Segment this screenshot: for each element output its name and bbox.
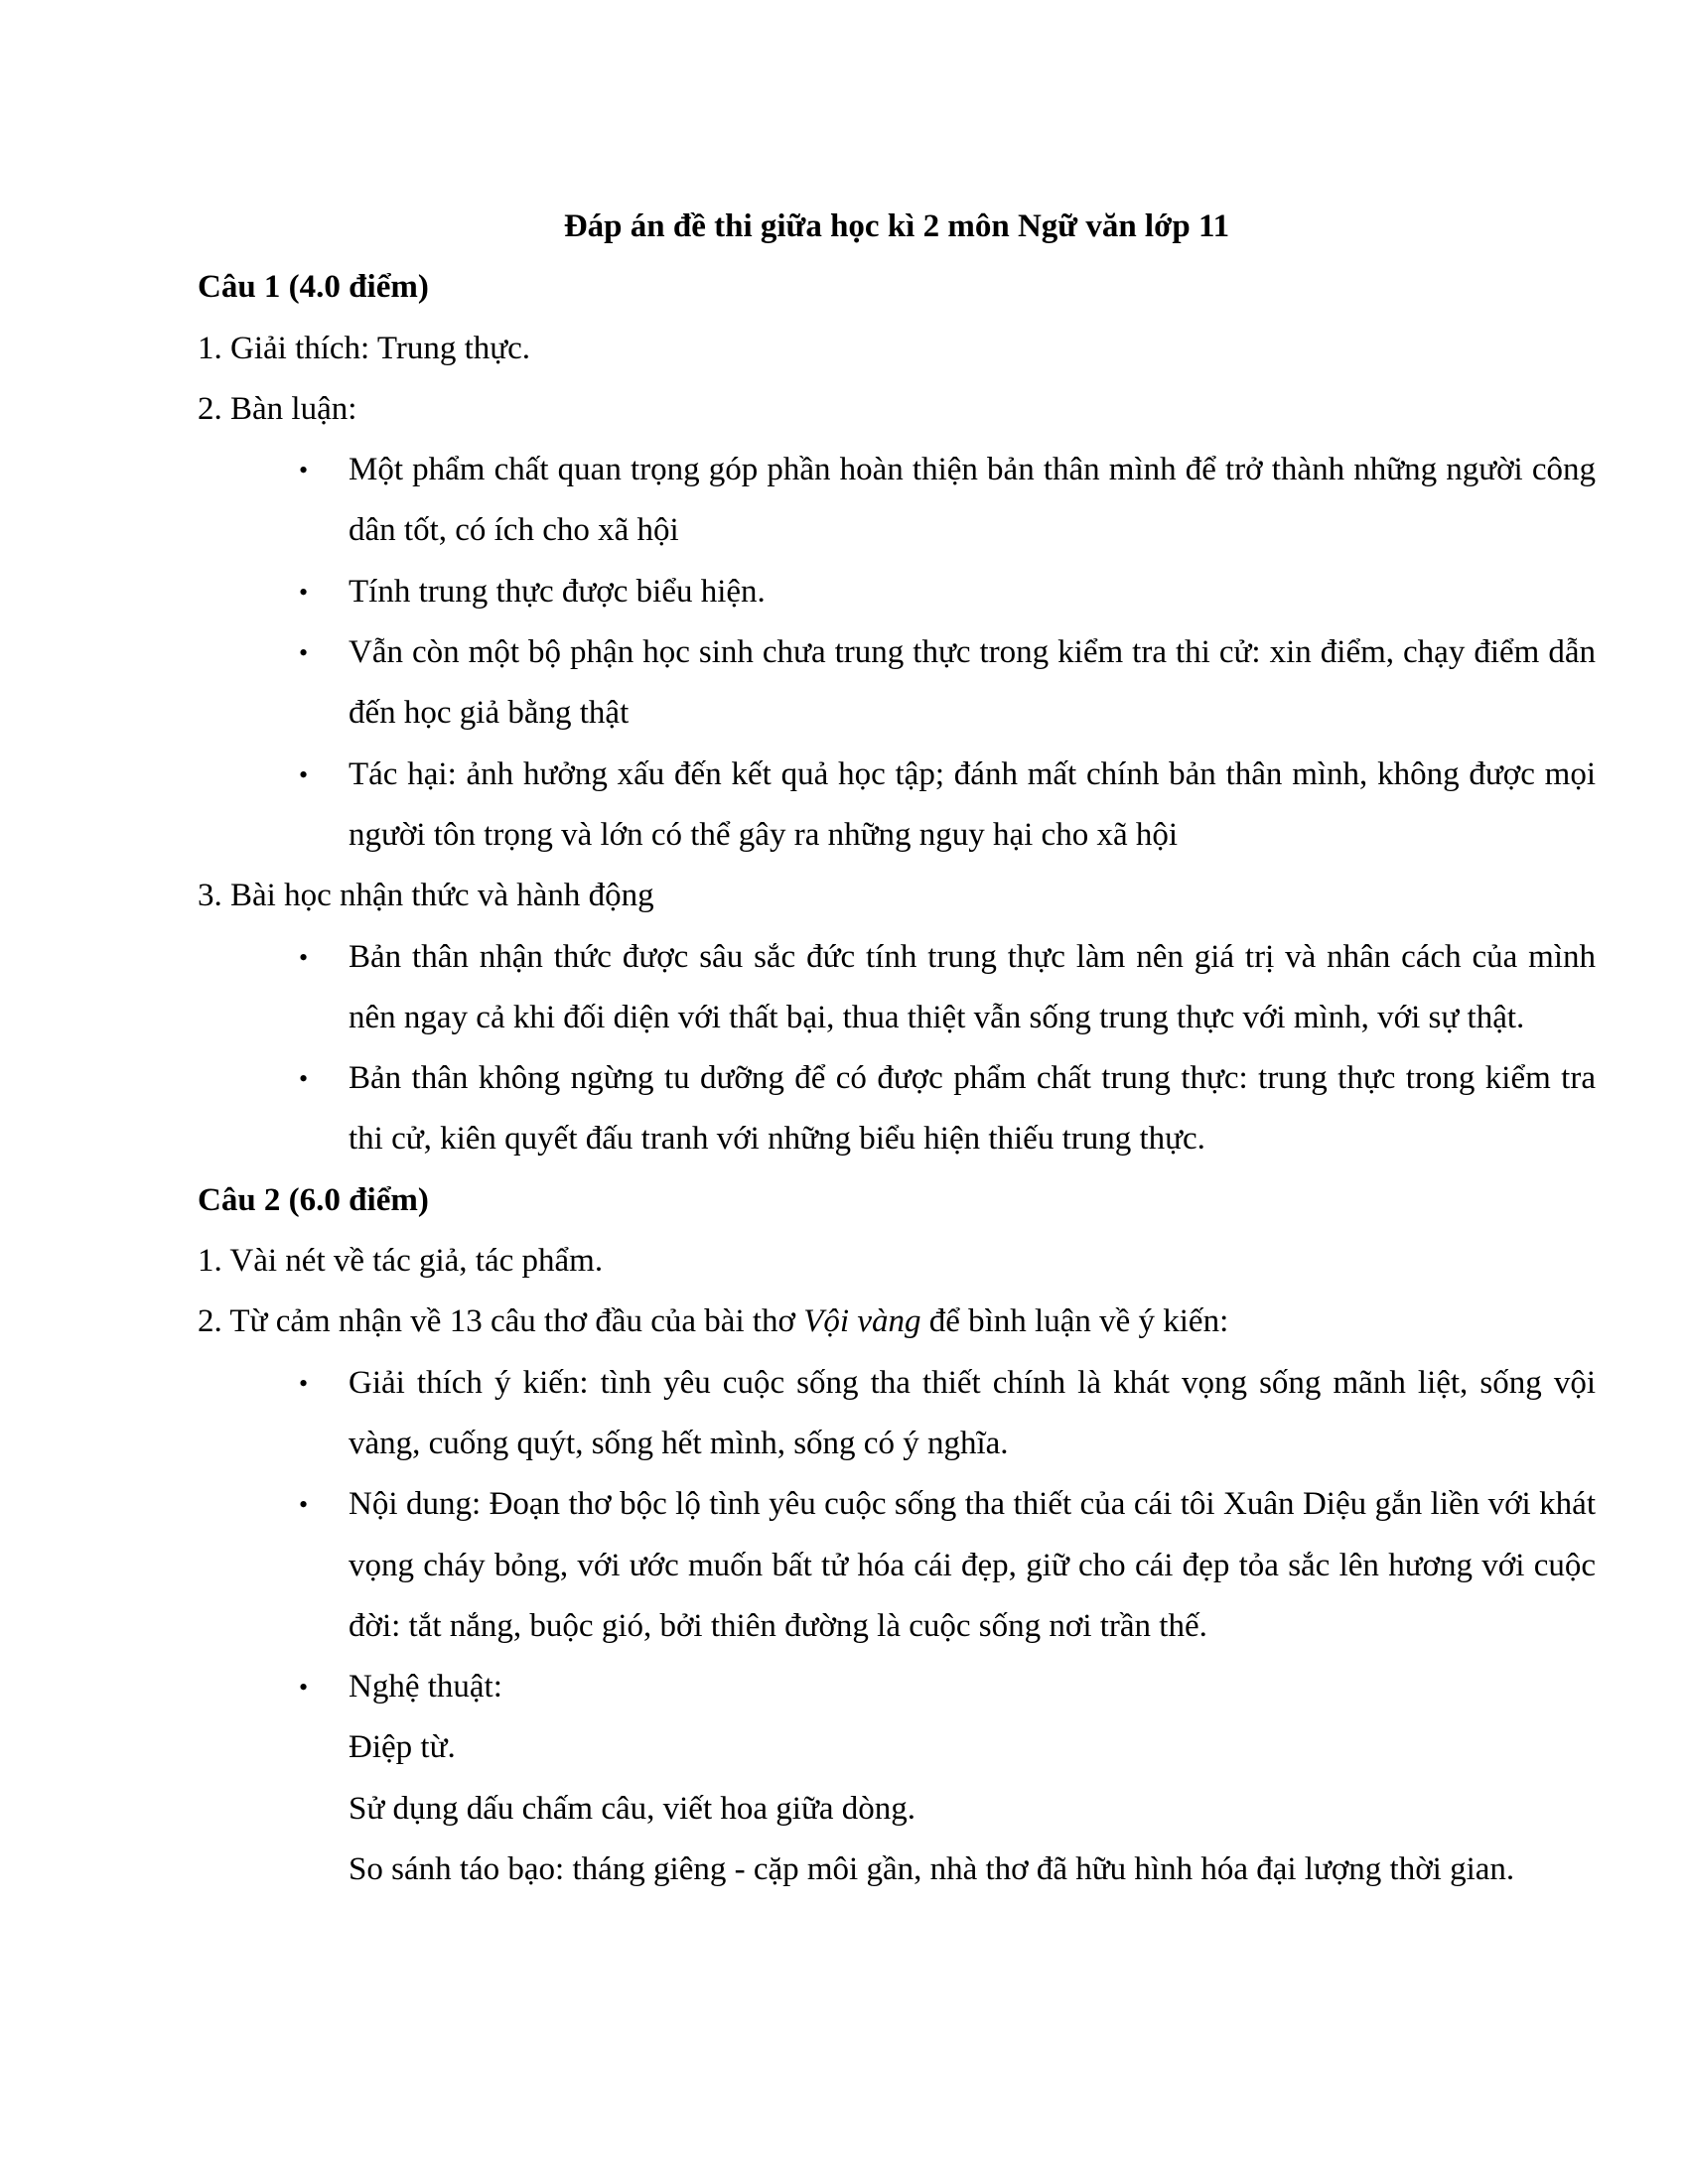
list-item [198,622,1596,745]
list-item-text: Giải thích ý kiến: tình yêu cuộc sống tha thiết chính là khát vọng sống mãnh liệt, sống vội vàng, cuống quýt, sống hết mình, sống có ý nghĩa. [349,1364,1596,1461]
list-item-text: Tính trung thực được biểu hiện. [349,573,766,610]
q1-item-2-bullet-list [198,440,1596,866]
q2-item-1: 1. Vài nét về tác giả, tác phẩm. [198,1243,604,1280]
list-item [198,745,1596,867]
q1-item-3: 3. Bài học nhận thức và hành động [198,878,654,914]
list-item [198,440,1596,562]
list-item-text: Bản thân không ngừng tu dưỡng để có được phẩm chất trung thực: trung thực trong kiểm tra thi cử, kiên quyết đấu tranh với những biểu hiện thiếu trung thực. [349,1060,1596,1158]
document-title: Đáp án đề thi giữa học kì 2 môn Ngữ văn lớp 11 [563,208,1230,244]
question-2-heading: Câu 2 (6.0 điểm) [198,1181,429,1218]
list-item-text: Nội dung: Đoạn thơ bộc lộ tình yêu cuộc sống tha thiết của cái tôi Xuân Diệu gắn liền với khát vọng cháy bỏng, với ước muốn bất tử hóa cái đẹp, giữ cho cái đẹp tỏa sắc lên hương với cuộc đời: tắt nắng, buộc gió, bởi thiên đường là cuộc sống nơi trần thế. [349,1486,1596,1644]
list-item [198,562,1596,622]
answer-document [198,197,1596,1900]
q1-item-3-bullet-list [198,927,1596,1170]
bullet-icon: • [299,456,309,485]
bullet-icon: • [299,1064,309,1094]
q2-bullet-list [198,1353,1596,1718]
list-item-text: Bản thân nhận thức được sâu sắc đức tính trung thực làm nên giá trị và nhân cách của mình nên ngay cả khi đối diện với thất bại, thua thiệt vẫn sống trung thực với mình, với sự thật. [349,938,1596,1035]
poem-title: Vội vàng [803,1303,921,1340]
list-item-text: Nghệ thuật: [349,1669,502,1706]
list-item-text: Một phẩm chất quan trọng góp phần hoàn thiện bản thân mình để trở thành những người công dân tốt, có ích cho xã hội [349,452,1596,549]
list-item [198,927,1596,1049]
list-item [198,1353,1596,1475]
bullet-icon: • [299,577,309,607]
bullet-icon: • [299,1490,309,1520]
art-line: So sánh táo bạo: tháng giêng - cặp môi gần, nhà thơ đã hữu hình hóa đại lượng thời gian. [349,1851,1515,1888]
list-item [198,1048,1596,1170]
q2-item-2 [198,1292,1596,1352]
list-item [198,1657,1596,1717]
art-line: Sử dụng dấu chấm câu, viết hoa giữa dòng. [349,1790,915,1827]
art-line: Điệp từ. [349,1729,456,1766]
bullet-icon: • [299,1368,309,1398]
list-item-text: Vẫn còn một bộ phận học sinh chưa trung thực trong kiểm tra thi cử: xin điểm, chạy điểm dẫn đến học giả bằng thật [349,634,1596,732]
q1-item-1: 1. Giải thích: Trung thực. [198,330,531,366]
list-item-text: Tác hại: ảnh hưởng xấu đến kết quả học tập; đánh mất chính bản thân mình, không được mọi người tôn trọng và lớn có thể gây ra những nguy hại cho xã hội [349,755,1596,853]
bullet-icon: • [299,638,309,668]
bullet-icon: • [299,1673,309,1703]
bullet-icon: • [299,942,309,972]
bullet-icon: • [299,759,309,789]
list-item [198,1474,1596,1657]
q1-item-2: 2. Bàn luận: [198,390,357,427]
q2-item-2-prefix: 2. Từ cảm nhận về 13 câu thơ đầu của bài thơ [198,1303,804,1340]
question-1-heading: Câu 1 (4.0 điểm) [198,269,429,306]
q2-item-2-suffix: để bình luận về ý kiến: [920,1303,1229,1340]
